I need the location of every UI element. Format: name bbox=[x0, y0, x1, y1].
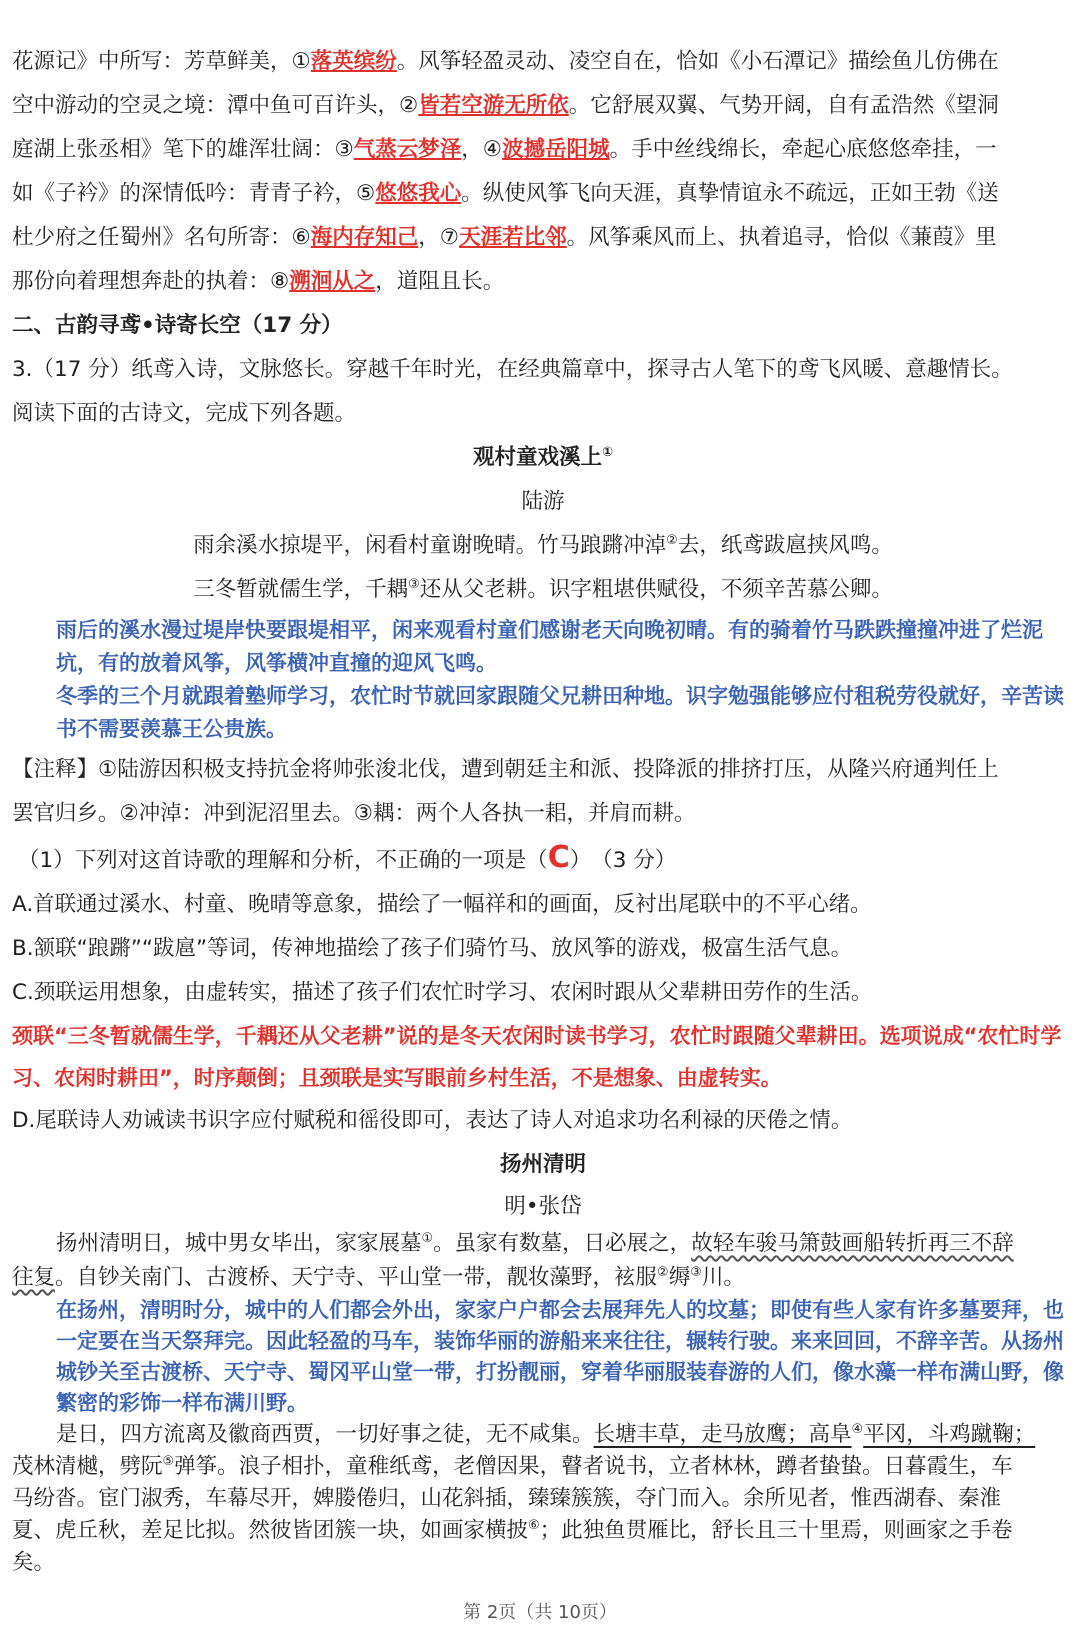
text: 。自钞关南门、古渡桥、天宁寺、平山堂一带，靓妆藻野，袨服 bbox=[55, 1265, 658, 1290]
page-number: 第 2页（共 10页） bbox=[463, 1602, 617, 1623]
text: 茂林清樾，劈阮 bbox=[12, 1454, 163, 1479]
section-title: 二、古韵寻鸢•诗寄长空（17 分） bbox=[12, 313, 343, 338]
poem-author: 陆游 bbox=[521, 489, 565, 514]
prose-line bbox=[12, 1515, 1074, 1547]
underlined-text: 平冈，斗鸡蹴鞠； bbox=[863, 1422, 1036, 1447]
text-line bbox=[12, 172, 1074, 216]
underlined-text: 往复 bbox=[12, 1265, 56, 1290]
answer-explanation: 颈联“三冬暂就儒生学，千耦还从父老耕”说的是冬天农闲时读书学习，农忙时跟随父辈耕田。选项说成“农忙时学习、农闲时耕田”，时序颠倒；且颈联是实写眼前乡村生活，不是想象、由虚转实。 bbox=[12, 1024, 1062, 1090]
footnote-mark: ① bbox=[421, 1230, 434, 1246]
option-b: B.颔联“踉蹡”“跋扈”等词，传神地描绘了孩子们骑竹马、放风筝的游戏，极富生活气息。 bbox=[12, 936, 853, 961]
text: 。它舒展双翼、气势开阔，自有孟浩然《望洞 bbox=[568, 93, 999, 118]
text: ；此独鱼贯雁比，舒长且三十里焉，则画家之手卷 bbox=[539, 1518, 1013, 1543]
answer-8: 溯洄从之 bbox=[289, 269, 376, 294]
footnote-mark: ② bbox=[666, 532, 678, 548]
answer-5: 悠悠我心 bbox=[375, 181, 462, 206]
text: 缛 bbox=[668, 1265, 691, 1290]
text: 。风筝乘风而上、执着追寻，恰似《蒹葭》里 bbox=[566, 225, 997, 250]
text: 夏、虎丘秋，差足比拟。然彼皆团簇一块，如画家横披 bbox=[12, 1518, 529, 1543]
notes-line: 【注释】①陆游因积极支持抗金将帅张浚北伐，遭到朝廷主和派、投降派的排挤打压，从隆兴府通判任上 bbox=[12, 757, 999, 782]
text: 那份向着理想奔赴的执着：⑧ bbox=[12, 269, 290, 294]
answer-6: 海内存知己 bbox=[310, 225, 419, 250]
prose-line bbox=[12, 1451, 1074, 1483]
answer-3: 气蒸云梦泽 bbox=[353, 137, 462, 162]
footnote-mark: ② bbox=[657, 1264, 669, 1280]
text-line bbox=[12, 40, 1074, 84]
question-stem bbox=[12, 836, 1074, 883]
text-line bbox=[12, 216, 1074, 260]
answer-2: 皆若空游无所依 bbox=[418, 93, 569, 118]
answer-1: 落英缤纷 bbox=[310, 49, 397, 74]
prose-line bbox=[12, 1261, 1074, 1295]
translation: 雨后的溪水漫过堤岸快要跟堤相平，闲来观看村童们感谢老天向晚初晴。有的骑着竹马跌跌撞撞冲进了烂泥坑，有的放着风筝，风筝横冲直撞的迎风飞鸣。 bbox=[56, 618, 1043, 675]
translation: 冬季的三个月就跟着塾师学习，农忙时节就回家跟随父兄耕田种地。识字勉强能够应付租税劳役就好，辛苦读书不需要羡慕王公贵族。 bbox=[56, 684, 1064, 741]
question-intro: 3.（17 分）纸鸢入诗，文脉悠长。穿越千年时光，在经典篇章中，探寻古人笔下的鸢飞风暖、意趣情长。 bbox=[12, 357, 1013, 382]
text: 。虽家有数墓，日必展之， bbox=[433, 1231, 692, 1256]
underlined-text: 故轻车骏马箫鼓画船转折再三不辞 bbox=[691, 1231, 1014, 1256]
text-line bbox=[12, 260, 1074, 304]
footnote-mark: ⑤ bbox=[162, 1453, 175, 1469]
text: 。风筝轻盈灵动、凌空自在，恰如《小石潭记》描绘鱼儿仿佛在 bbox=[396, 49, 999, 74]
question-instruction: 阅读下面的古诗文，完成下列各题。 bbox=[12, 401, 357, 426]
text: 杜少府之任蜀州》名句所寄：⑥ bbox=[12, 225, 311, 250]
footnote-mark: ③ bbox=[408, 576, 420, 592]
answer-choice: C bbox=[547, 840, 570, 875]
prose-title: 扬州清明 bbox=[499, 1152, 586, 1177]
footnote-mark: ① bbox=[602, 444, 614, 460]
text: 还从父老耕。识字粗堪供赋役，不须辛苦慕公卿。 bbox=[419, 577, 893, 602]
text: 是日，四方流离及徽商西贾，一切好事之徒，无不咸集。 bbox=[56, 1422, 594, 1447]
option-a: A.首联通过溪水、村童、晚晴等意象，描绘了一幅祥和的画面，反衬出尾联中的不平心绪。 bbox=[12, 892, 872, 917]
text: ，⑦ bbox=[418, 225, 460, 250]
text: 如《子衿》的深情低吟：青青子衿，⑤ bbox=[12, 181, 376, 206]
translation: 在扬州，清明时分，城中的人们都会外出，家家户户都会去展拜先人的坟墓；即使有些人家有许多墓要拜，也一定要在当天祭拜完。因此轻盈的马车，装饰华丽的游船来来往往，辗转行驶。来来回回，不辞辛苦。从扬州城钞关至古渡桥、天宁寺、蜀冈平山堂一带，打扮靓丽，穿着华丽服装春游的人们，像水藻一样布满山野，像繁密的彩饰一样布满川野。 bbox=[56, 1298, 1064, 1415]
prose-line: 马纷沓。宦门淑秀，车幕尽开，婢媵倦归，山花斜插，臻臻簇簇，夺门而入。余所见者，惟西湖春、秦淮 bbox=[12, 1486, 1002, 1511]
option-d: D.尾联诗人劝诫读书识字应付赋税和徭役即可，表达了诗人对追求功名利禄的厌倦之情。 bbox=[12, 1108, 853, 1133]
footnote-mark: ④ bbox=[851, 1421, 864, 1437]
poem-title bbox=[12, 436, 1074, 480]
text: 空中游动的空灵之境：潭中鱼可百许头，② bbox=[12, 93, 419, 118]
text: 雨余溪水掠堤平，闲看村童谢晚晴。竹马踉蹡冲淖 bbox=[193, 533, 667, 558]
footnote-mark: ⑥ bbox=[528, 1517, 540, 1533]
text: 川。 bbox=[701, 1265, 745, 1290]
text: 弹筝。浪子相扑，童稚纸鸢，老僧因果，瞽者说书，立者林林，蹲者蛰蛰。日暮霞生，车 bbox=[174, 1454, 1013, 1479]
text: 三冬暂就儒生学，千耦 bbox=[193, 577, 409, 602]
prose-line bbox=[12, 1419, 1074, 1451]
prose-line: 矣。 bbox=[12, 1550, 56, 1575]
answer-7: 天涯若比邻 bbox=[459, 225, 567, 250]
footnote-mark: ③ bbox=[690, 1264, 702, 1280]
prose-author: 明•张岱 bbox=[504, 1194, 582, 1219]
option-c: C.颈联运用想象，由虚转实，描述了孩子们农忙时学习、农闲时跟从父辈耕田劳作的生活。 bbox=[12, 980, 873, 1005]
text: 。纵使风筝飞向天涯，真挚情谊永不疏远，正如王勃《送 bbox=[461, 181, 999, 206]
prose-line bbox=[12, 1227, 1074, 1261]
underlined-text: 长塘丰草，走马放鹰；高阜 bbox=[593, 1422, 852, 1447]
poem-line bbox=[12, 524, 1074, 568]
text: 花源记》中所写：芳草鲜美，① bbox=[12, 49, 311, 74]
text: 。手中丝线绵长，牵起心底悠悠牵挂，一 bbox=[609, 137, 997, 162]
text: ） （3 分） bbox=[569, 848, 677, 873]
text: 扬州清明日，城中男女毕出，家家展墓 bbox=[56, 1231, 422, 1256]
text: 去，纸鸢跋扈挟风鸣。 bbox=[677, 533, 893, 558]
text-line bbox=[12, 128, 1074, 172]
text: （1）下列对这首诗歌的理解和分析，不正确的一项是（ bbox=[18, 848, 548, 873]
poem-line bbox=[12, 568, 1074, 612]
document-page bbox=[12, 40, 1074, 1579]
notes-line: 罢官归乡。②冲淖：冲到泥沼里去。③耦：两个人各执一耜，并肩而耕。 bbox=[12, 801, 696, 826]
answer-4: 波撼岳阳城 bbox=[502, 137, 610, 162]
text: 庭湖上张丞相》笔下的雄浑壮阔：③ bbox=[12, 137, 354, 162]
poem-title-text: 观村童戏溪上 bbox=[472, 445, 602, 470]
text: ，④ bbox=[461, 137, 503, 162]
text-line bbox=[12, 84, 1074, 128]
text: ，道阻且长。 bbox=[375, 269, 505, 294]
